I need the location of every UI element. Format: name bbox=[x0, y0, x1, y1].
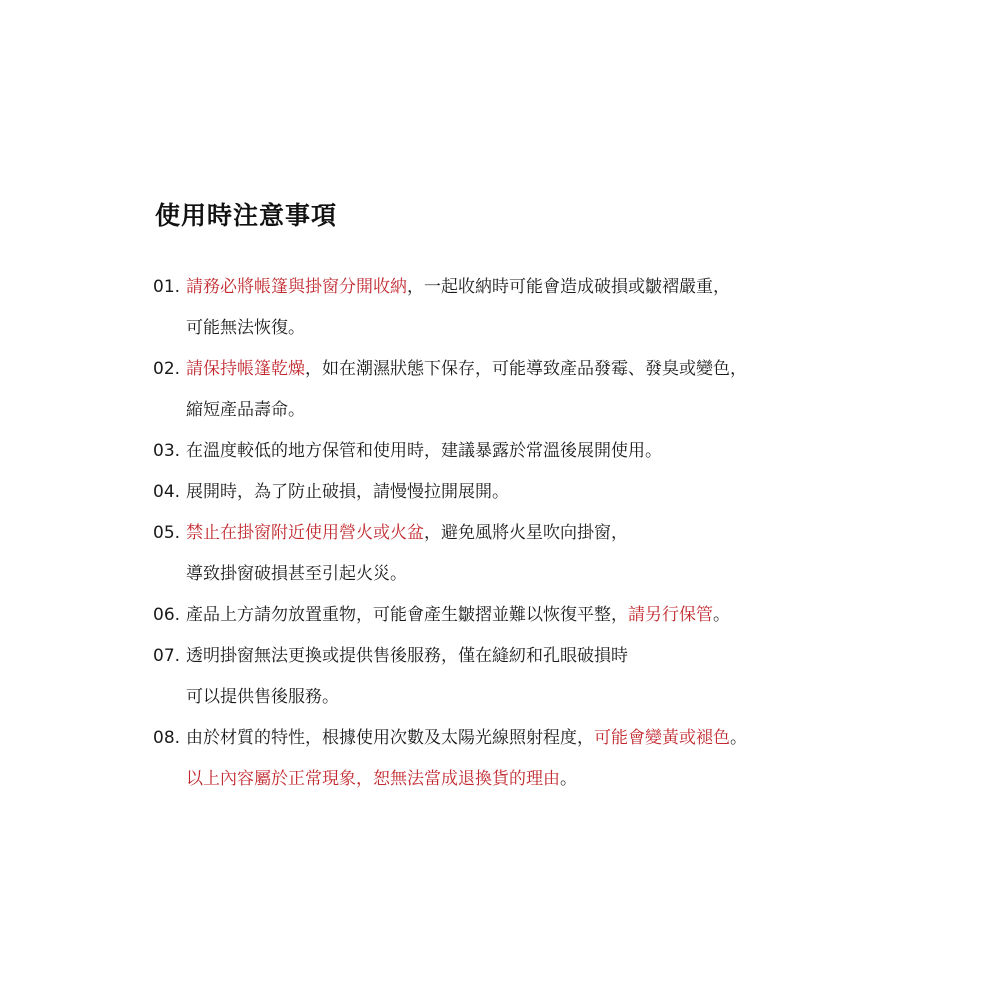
note-text: 在溫度較低的地方保管和使用時，建議暴露於常溫後展開使用。 bbox=[186, 441, 662, 461]
note-01-continued bbox=[153, 311, 983, 352]
note-text: 。 bbox=[560, 769, 577, 789]
note-text: 透明掛窗無法更換或提供售後服務，僅在縫紉和孔眼破損時 bbox=[186, 646, 628, 666]
note-text: 產品上方請勿放置重物，可能會產生皺摺並難以恢復平整， bbox=[186, 605, 628, 625]
note-number: 08. bbox=[153, 728, 181, 748]
note-01 bbox=[153, 270, 983, 311]
page-title: 使用時注意事項 bbox=[155, 201, 338, 230]
note-text: 。 bbox=[730, 728, 747, 748]
note-text: 可能無法恢復。 bbox=[186, 318, 305, 338]
note-07-continued bbox=[153, 680, 983, 721]
note-number: 01. bbox=[153, 277, 181, 297]
note-08 bbox=[153, 721, 983, 762]
note-text: ，避免風將火星吹向掛窗， bbox=[424, 523, 628, 543]
note-08-continued bbox=[153, 762, 983, 803]
note-06 bbox=[153, 598, 983, 639]
note-05-continued bbox=[153, 557, 983, 598]
note-highlight: 禁止在掛窗附近使用營火或火盆 bbox=[186, 523, 424, 543]
note-highlight: 請另行保管 bbox=[628, 605, 713, 625]
note-04 bbox=[153, 475, 983, 516]
note-07 bbox=[153, 639, 983, 680]
note-text: 導致掛窗破損甚至引起火災。 bbox=[186, 564, 407, 584]
notes-list bbox=[153, 270, 983, 803]
note-text: ，一起收納時可能會造成破損或皺褶嚴重， bbox=[407, 277, 730, 297]
note-number: 03. bbox=[153, 441, 181, 461]
note-text: 展開時，為了防止破損，請慢慢拉開展開。 bbox=[186, 482, 509, 502]
note-number: 06. bbox=[153, 605, 181, 625]
note-highlight: 請務必將帳篷與掛窗分開收納 bbox=[186, 277, 407, 297]
note-text: 縮短產品壽命。 bbox=[186, 400, 305, 420]
note-number: 02. bbox=[153, 359, 181, 379]
note-05 bbox=[153, 516, 983, 557]
note-highlight: 請保持帳篷乾燥 bbox=[186, 359, 305, 379]
note-02-continued bbox=[153, 393, 983, 434]
note-number: 05. bbox=[153, 523, 181, 543]
note-highlight: 以上內容屬於正常現象，恕無法當成退換貨的理由 bbox=[186, 769, 560, 789]
note-highlight: 可能會變黃或褪色 bbox=[594, 728, 730, 748]
note-02 bbox=[153, 352, 983, 393]
note-text: 由於材質的特性，根據使用次數及太陽光線照射程度， bbox=[186, 728, 594, 748]
note-text: ，如在潮濕狀態下保存，可能導致產品發霉、發臭或變色， bbox=[305, 359, 747, 379]
note-number: 07. bbox=[153, 646, 181, 666]
note-text: 可以提供售後服務。 bbox=[186, 687, 339, 707]
note-number: 04. bbox=[153, 482, 181, 502]
note-03 bbox=[153, 434, 983, 475]
note-text: 。 bbox=[713, 605, 730, 625]
